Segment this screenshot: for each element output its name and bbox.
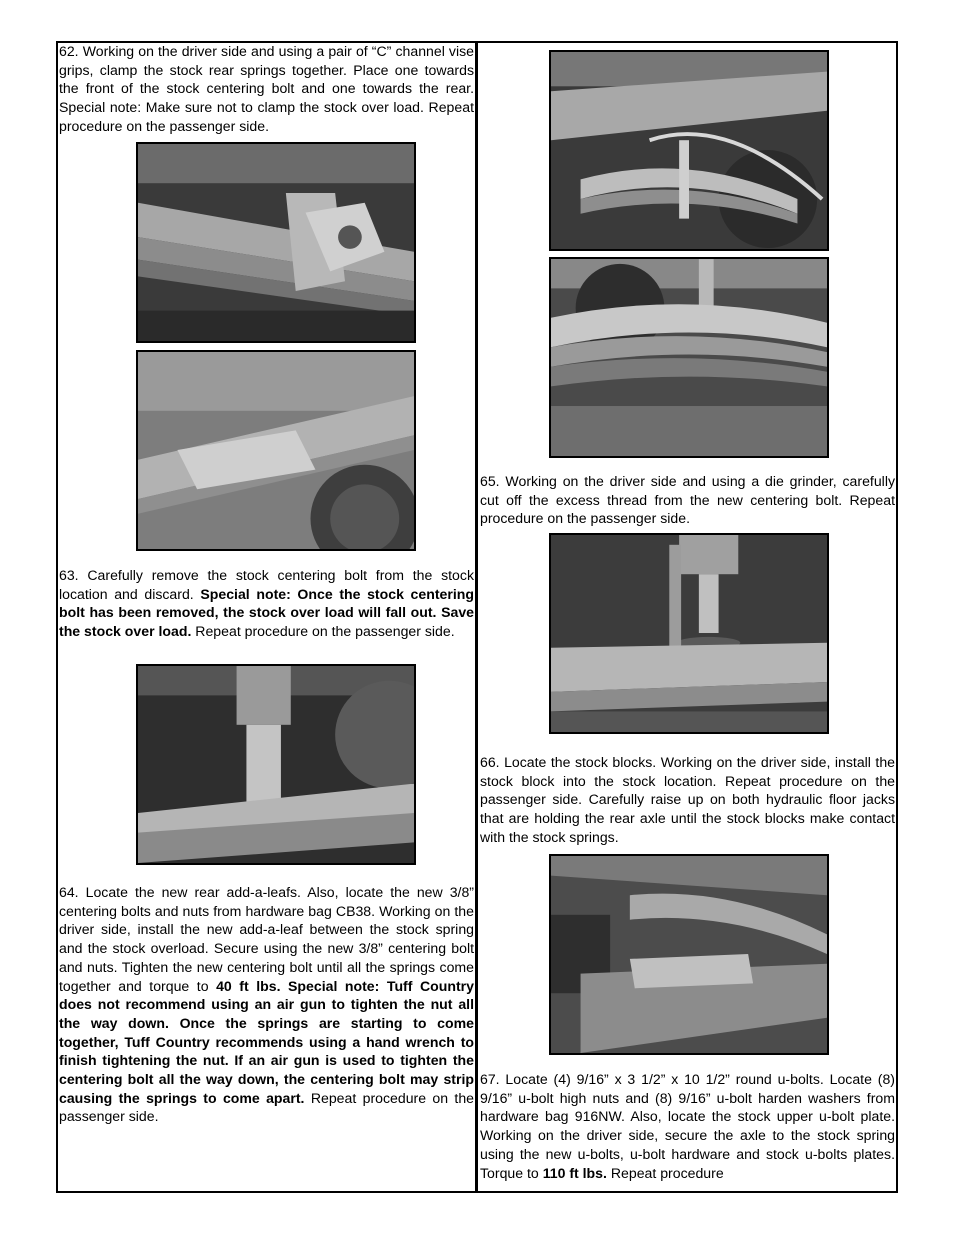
- photo-step-64-tightened: [549, 257, 829, 458]
- step-63-text-a: 63. Carefully remove the stock centering bolt from the stock location and discard.: [59, 567, 474, 602]
- step-64-note: 40 ft lbs. Special note: Tuff Country does not recommend using an air gun to tighten the nut all the way down. Once the springs are starting to come together, Tuff Country recommends using a hand wrench to finish tightening the nut. If an air gun is used to tighten the centering bolt all the way down, the centering bolt may strip causing the springs to come apart.: [59, 977, 474, 1106]
- step-67-text-b: Repeat procedure: [606, 1164, 724, 1181]
- step-63-text: [59, 566, 474, 641]
- photo-step-62-clamp-rear: [136, 350, 416, 551]
- photo-step-66-stock-block: [549, 854, 829, 1055]
- step-67-text-a: 67. Locate (4) 9/16” x 3 1/2” x 10 1/2” round u-bolts. Locate (8) 9/16” u-bolt high nuts and (8) 9/16” u-bolt harden washers from hardware bag 916NW. Also, locate the stock upper u-bolt plate. Working on the driver side, secure the axle to the stock spring using the new u-bolts, u-bolt hardware and stock u-bolts plates. Torque to: [480, 1071, 895, 1181]
- column-divider: [475, 41, 478, 1193]
- step-63-text-b: Repeat procedure on the passenger side.: [191, 623, 455, 640]
- step-65-text: 65. Working on the driver side and using a die grinder, carefully cut off the excess thread from the new centering bolt. Repeat procedure on the passenger side.: [480, 473, 895, 527]
- step-62-text: 62. Working on the driver side and using a pair of “C” channel vise grips, clamp the stock rear springs together. Place one towards the front of the stock centering bolt and one towards the rear. Special note: Make sure not to clamp the stock over load. Repeat procedure on the passenger side.: [59, 43, 474, 134]
- step-64-text-b: Repeat procedure on the passenger side.: [59, 1089, 474, 1125]
- photo-step-64-add-a-leaf: [549, 50, 829, 251]
- step-63-note: Special note: Once the stock centering bolt has been removed, the stock over load will fall out. Save the stock over load.: [59, 585, 474, 640]
- step-64-text-a: 64. Locate the new rear add-a-leafs. Also, locate the new 3/8” centering bolts and nuts from hardware bag CB38. Working on the driver side, install the new add-a-leaf between the stock spring and the stock overload. Secure using the new 3/8” centering bolt and nuts. Tighten the new centering bolt until all the springs come together and torque to: [59, 884, 474, 994]
- step-64-text: [59, 883, 474, 1126]
- step-66-text: 66. Locate the stock blocks. Working on the driver side, install the stock block into the stock location. Repeat procedure on the passenger side. Carefully raise up on both hydraulic floor jacks that are holding the rear axle until the stock blocks make contact with the stock springs.: [480, 754, 895, 845]
- step-67-text: [480, 1070, 895, 1182]
- photo-step-65-cut-thread: [549, 533, 829, 734]
- photo-step-62-clamp-front: [136, 142, 416, 343]
- step-67-torque: 110 ft lbs.: [542, 1164, 607, 1181]
- photo-step-63-remove-bolt: [136, 664, 416, 865]
